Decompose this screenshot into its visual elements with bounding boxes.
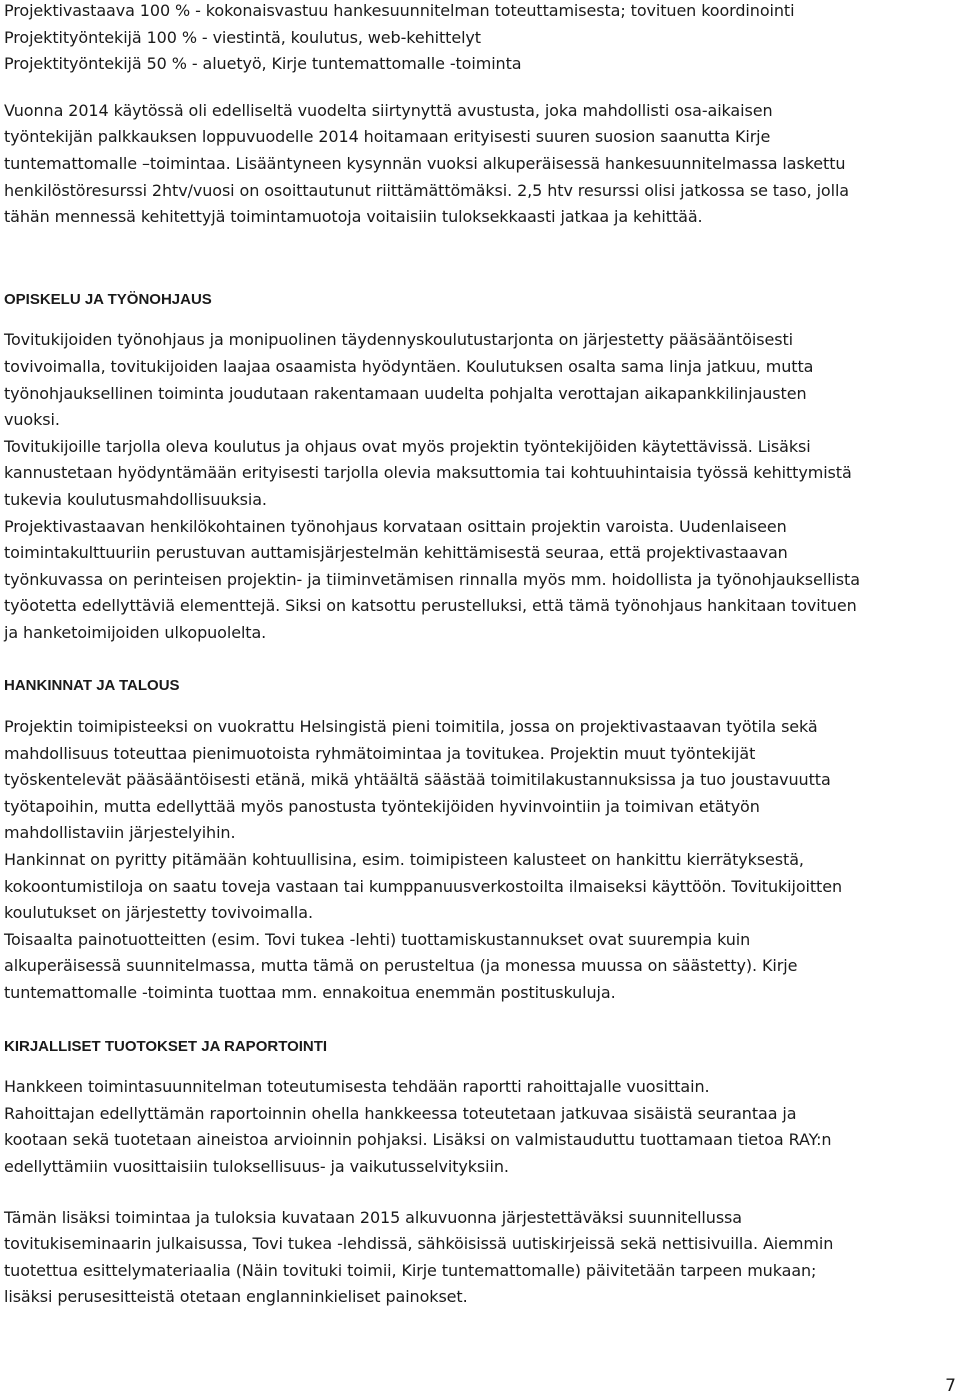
document-page bbox=[4, 0, 954, 1311]
paragraph-line: Toisaalta painotuotteitten (esim. Tovi tukea -lehti) tuottamiskustannukset ovat suurempia kuin bbox=[4, 929, 751, 949]
staff-line-1: Projektivastaava 100 % - kokonaisvastuu hankesuunnitelman toteuttamisesta; tovituen koordinointi bbox=[4, 1, 795, 20]
paragraph-line: työtapoihin, mutta edellyttää myös panostusta työntekijöiden hyvinvointiin ja toimivan etätyön bbox=[4, 796, 760, 816]
paragraph-line: Rahoittajan edellyttämän raportoinnin ohella hankkeessa toteutetaan jatkuvaa sisäistä seurantaa ja bbox=[4, 1103, 797, 1123]
paragraph-line: Tämän lisäksi toimintaa ja tuloksia kuvataan 2015 alkuvuonna järjestettäväksi suunnitellussa bbox=[4, 1207, 742, 1227]
section-heading-kirjalliset: KIRJALLISET TUOTOKSET JA RAPORTOINTI bbox=[4, 1037, 328, 1055]
paragraph-line: lisäksi perusesitteistä otetaan englanninkieliset painokset. bbox=[4, 1287, 468, 1307]
staff-line-3: Projektityöntekijä 50 % - aluetyö, Kirje tuntemattomalle -toiminta bbox=[4, 54, 522, 74]
paragraph-line: työntekijän palkkauksen loppuvuodelle 2014 hoitamaan erityisesti suuren suosion saanutta Kirje bbox=[4, 127, 771, 147]
staff-line-2: Projektityöntekijä 100 % - viestintä, koulutus, web-kehittelyt bbox=[4, 27, 481, 47]
paragraph-line: edellyttämiin vuosittaisiin tuloksellisuus- ja vaikutusselvityksiin. bbox=[4, 1156, 509, 1176]
paragraph-line: toimintakulttuuriin perustuvan auttamisjärjestelmän kehittämisestä seuraa, että projektivastaavan bbox=[4, 543, 788, 563]
paragraph-line: mahdollistaviin järjestelyihin. bbox=[4, 823, 236, 843]
paragraph-line: tuotettua esittelymateriaalia (Näin tovituki toimii, Kirje tuntemattomalle) päivitetään tarpeen mukaan; bbox=[4, 1260, 817, 1280]
paragraph-line: Vuonna 2014 käytössä oli edelliseltä vuodelta siirtynyttä avustusta, joka mahdollisti osa-aikaisen bbox=[4, 100, 773, 120]
paragraph-line: tukevia koulutusmahdollisuuksia. bbox=[4, 489, 267, 509]
section-body-kirjalliset-2 bbox=[4, 1205, 954, 1311]
paragraph-line: Tovitukijoiden työnohjaus ja monipuolinen täydennyskoulutustarjonta on järjestetty pääsääntöisesti bbox=[4, 330, 793, 350]
paragraph-line: Projektivastaavan henkilökohtainen työnohjaus korvataan osittain projektin varoista. Uudenlaiseen bbox=[4, 516, 787, 536]
section-body-opiskelu bbox=[4, 327, 954, 646]
paragraph-line: kokoontumistiloja on saatu toveja vastaan tai kumppanuusverkostoilta ilmaiseksi käyttöön. Tovitukijoitten bbox=[4, 876, 843, 896]
paragraph-line: työnkuvassa on perinteisen projektin- ja tiiminvetämisen rinnalla myös mm. hoidollista ja työnohjauksellista bbox=[4, 569, 860, 589]
section-heading-hankinnat: HANKINNAT JA TALOUS bbox=[4, 677, 180, 695]
section-body-kirjalliset bbox=[4, 1074, 954, 1180]
paragraph-line: Hankinnat on pyritty pitämään kohtuullisina, esim. toimipisteen kalusteet on hankittu kierrätyksestä, bbox=[4, 850, 804, 870]
paragraph-line: Tovitukijoille tarjolla oleva koulutus ja ohjaus ovat myös projektin työntekijöiden käytettävissä. Lisäksi bbox=[4, 436, 811, 456]
paragraph-line: alkuperäisessä suunnitelmassa, mutta tämä on perusteltua (ja monessa muussa on säästetty). Kirje bbox=[4, 956, 798, 976]
paragraph-line: tovivoimalla, tovitukijoiden laajaa osaamista hyödyntäen. Koulutuksen osalta sama linja jatkuu, mutta bbox=[4, 356, 814, 376]
paragraph-line: tovitukiseminaarin julkaisussa, Tovi tukea -lehdissä, sähköisissä uutiskirjeissä sekä nettisivuilla. Aiemmin bbox=[4, 1234, 834, 1254]
section-body-hankinnat bbox=[4, 714, 954, 1007]
paragraph-line: tuntemattomalle -toiminta tuottaa mm. ennakoitua enemmän postituskuluja. bbox=[4, 983, 616, 1002]
page-number: 7 bbox=[945, 1376, 956, 1396]
paragraph-line: henkilöstöresurssi 2htv/vuosi on osoittautunut riittämättömäksi. 2,5 htv resurssi olisi jatkossa se taso, jolla bbox=[4, 180, 850, 200]
paragraph-line: kannustetaan hyödyntämään erityisesti tarjolla olevia maksuttomia tai kohtuuhintaisia työssä kehittymistä bbox=[4, 463, 852, 483]
budget-paragraph bbox=[4, 98, 954, 231]
paragraph-line: työskentelevät pääsääntöisesti etänä, mikä yhtäältä säästää toimitilakustannuksissa ja tuo joustavuutta bbox=[4, 770, 831, 790]
paragraph-line: työnohjauksellinen toiminta joudutaan rakentamaan uudelta pohjalta verottajan aikapankkilinjausten bbox=[4, 383, 807, 403]
section-heading-opiskelu: OPISKELU JA TYÖNOHJAUS bbox=[4, 290, 212, 308]
paragraph-line: mahdollisuus toteuttaa pienimuotoista ryhmätoimintaa ja tovitukea. Projektin muut työntekijät bbox=[4, 743, 756, 763]
paragraph-line: tuntemattomalle –toimintaa. Lisääntyneen kysynnän vuoksi alkuperäisessä hankesuunnitelmassa laskettu bbox=[4, 153, 846, 173]
paragraph-line: ja hanketoimijoiden ulkopuolelta. bbox=[4, 622, 267, 642]
paragraph-line: Hankkeen toimintasuunnitelman toteutumisesta tehdään raportti rahoittajalle vuosittain. bbox=[4, 1077, 710, 1097]
paragraph-line: työotetta edellyttäviä elementtejä. Siksi on katsottu perustelluksi, että tämä työnohjaus hankitaan tovituen bbox=[4, 596, 857, 616]
paragraph-line: Projektin toimipisteeksi on vuokrattu Helsingistä pieni toimitila, jossa on projektivastaavan työtila sekä bbox=[4, 717, 818, 737]
paragraph-line: tähän mennessä kehitettyjä toimintamuotoja voitaisiin tuloksekkaasti jatkaa ja kehittää. bbox=[4, 207, 703, 227]
paragraph-line: koulutukset on järjestetty tovivoimalla. bbox=[4, 903, 313, 923]
paragraph-line: kootaan sekä tuotetaan aineistoa arvioinnin pohjaksi. Lisäksi on valmistauduttu tuottamaan tietoa RAY:n bbox=[4, 1130, 832, 1150]
staff-list bbox=[4, 0, 954, 78]
paragraph-line: vuoksi. bbox=[4, 410, 60, 430]
